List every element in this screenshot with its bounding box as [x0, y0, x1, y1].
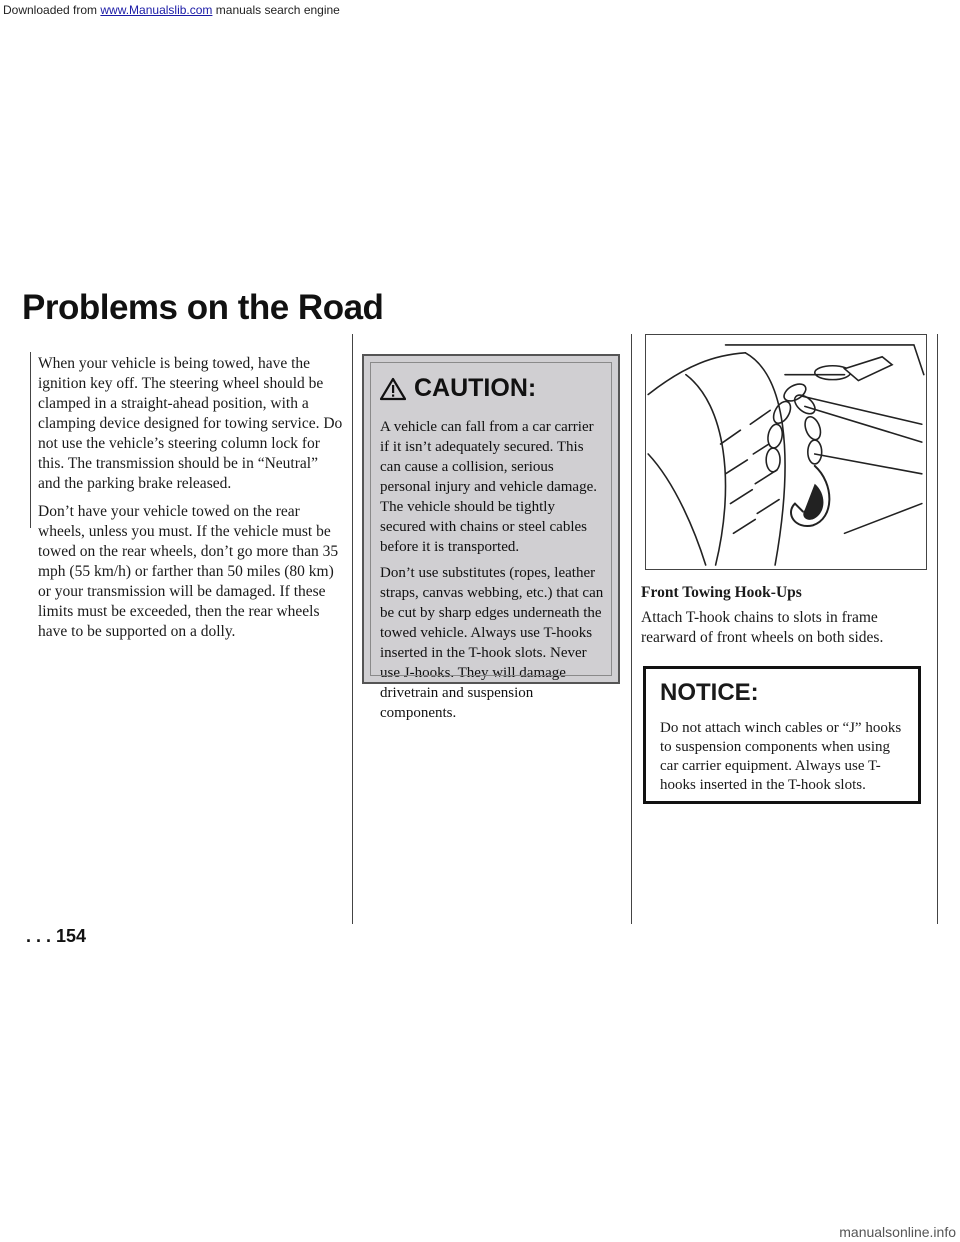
- manualslib-link[interactable]: www.Manualslib.com: [100, 3, 213, 17]
- front-towing-text: Attach T-hook chains to slots in frame rearward of front wheels on both sides.: [641, 609, 884, 646]
- front-towing-subheading: Front Towing Hook-Ups: [641, 584, 802, 601]
- column-divider-1: [352, 334, 353, 924]
- left-paragraph-2: Don’t have your vehicle towed on the rear wheels, unless you must. If the vehicle must be towed on the rear wheels, don’t go more than 35 mph (55 km/h) or farther than 50 miles (80 km) or your transmission will be damaged. If these limits must be exceeded, then the rear wheels have to be supported on a dolly.: [38, 503, 339, 640]
- page-title: Problems on the Road: [22, 288, 384, 327]
- notice-box: [643, 666, 921, 804]
- margin-rule-right: [937, 334, 938, 924]
- caution-box: [362, 354, 620, 721]
- notice-title: NOTICE:: [660, 679, 759, 706]
- caution-inner-border: [370, 362, 612, 676]
- column-divider-2: [631, 334, 632, 924]
- t-hook-chain-illustration: [645, 334, 927, 570]
- chain-hook-drawing: [646, 335, 926, 569]
- margin-rule-left: [30, 352, 31, 528]
- caution-paragraph-1: A vehicle can fall from a car carrier if it isn’t adequately secured. This can cause a collision, serious personal injury and vehicle damage. The vehicle should be tightly secured with chains or steel cables before it is transported.: [380, 419, 598, 555]
- download-banner: [0, 0, 960, 20]
- right-column: [641, 584, 933, 656]
- page-number: . . . 154: [26, 926, 87, 946]
- left-column: [38, 354, 344, 650]
- caution-title: CAUTION:: [414, 374, 537, 402]
- left-paragraph-1: When your vehicle is being towed, have the ignition key off. The steering wheel should be clamped in a straight-ahead position, with a clamping device designed for towing service. Do not use the vehicle’s steering column lock for this. The transmission should be in “Neutral” and the parking brake released.: [38, 355, 343, 492]
- banner-prefix: Downloaded from: [3, 3, 101, 17]
- banner-suffix: manuals search engine: [212, 3, 340, 17]
- notice-text: Do not attach winch cables or “J” hooks to suspension components when using car carrier equipment. Always use T-hooks inserted in the T-hook slots.: [660, 720, 902, 793]
- footer-watermark: manualsonline.info: [839, 1224, 956, 1240]
- caution-paragraph-2: Don’t use substitutes (ropes, leather straps, canvas webbing, etc.) that can be cut by sharp edges underneath the towed vehicle. Always use T-hooks inserted in the T-hook slots. Never use J-hooks. They will damage drivetrain and suspension components.: [380, 565, 604, 721]
